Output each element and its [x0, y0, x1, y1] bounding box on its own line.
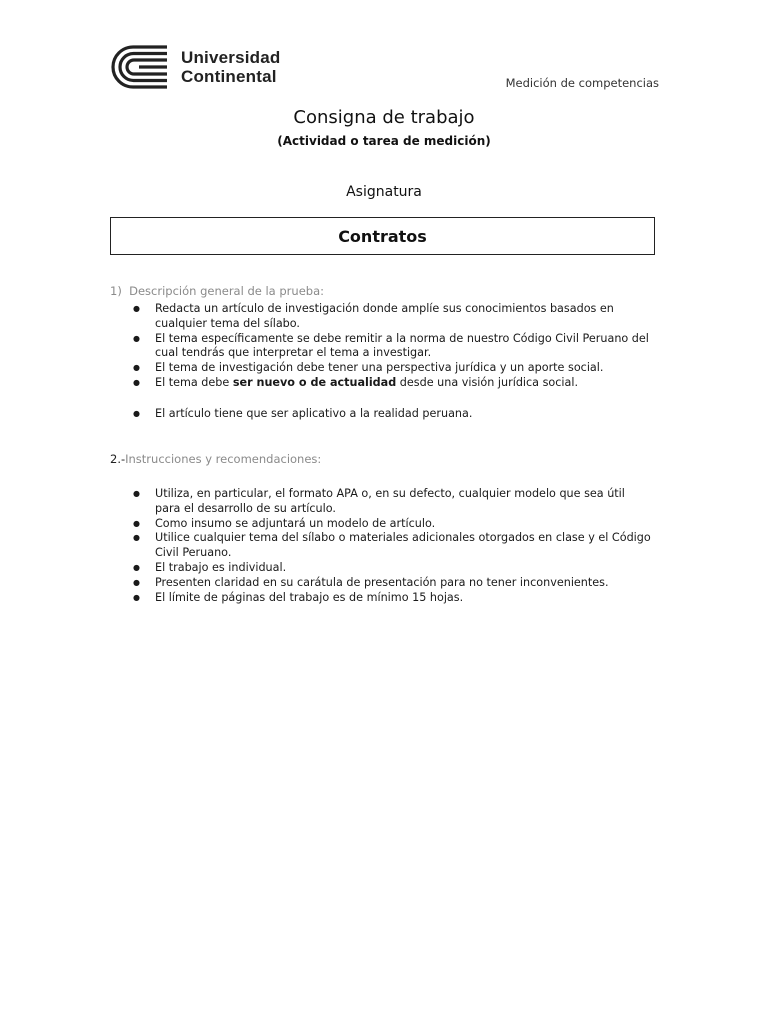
course-name: Contratos: [338, 226, 427, 246]
list-item: ● El artículo tiene que ser aplicativo a la realidad peruana.: [133, 407, 653, 422]
university-logo: [109, 43, 281, 91]
list-item: ● El tema de investigación debe tener una perspectiva jurídica y un aporte social.: [133, 361, 653, 376]
document-title: Consigna de trabajo: [293, 107, 475, 128]
header-caption: Medición de competencias: [505, 76, 659, 90]
list-item: ● Utiliza, en particular, el formato APA o, en su defecto, cualquier modelo que sea útil para el desarrollo de su artículo.: [133, 487, 653, 517]
section1-list: [133, 302, 653, 422]
list-item-emphasis: ser nuevo o de actualidad: [232, 375, 397, 389]
list-item: ● El trabajo es individual.: [133, 561, 653, 576]
list-item: ● Redacta un artículo de investigación donde amplíe sus conocimientos basados en cualquier tema del sílabo.: [133, 302, 653, 332]
list-item: ● Presenten claridad en su carátula de presentación para no tener inconvenientes.: [133, 576, 653, 591]
list-item: ● El límite de páginas del trabajo es de mínimo 15 hojas.: [133, 591, 653, 606]
document-subtitle: (Actividad o tarea de medición): [277, 134, 491, 148]
university-logo-icon: [109, 43, 171, 91]
university-name-line2: Continental: [181, 67, 277, 86]
list-item: ● Como insumo se adjuntará un modelo de artículo.: [133, 517, 653, 532]
university-name-line1: Universidad: [181, 48, 281, 67]
list-item: ● Utilice cualquier tema del sílabo o materiales adicionales otorgados en clase y el Código Civil Peruano.: [133, 531, 653, 561]
course-label: Asignatura: [346, 184, 422, 200]
list-item-text: El tema debe: [155, 375, 233, 389]
list-item: ● El tema específicamente se debe remitir a la norma de nuestro Código Civil Peruano del cual tendrás que interpretar el tema a investigar.: [133, 332, 653, 362]
list-item: [133, 376, 653, 391]
university-name: [181, 48, 281, 86]
section2-number: 2.-: [110, 452, 126, 466]
list-item-text: desde una visión jurídica social.: [396, 375, 579, 389]
section1-heading-text: Descripción general de la prueba:: [129, 284, 324, 298]
section2-heading-text: Instrucciones y recomendaciones:: [125, 452, 322, 466]
section1-number: 1): [110, 284, 122, 298]
section2-heading: [110, 452, 321, 466]
section1-heading: [110, 284, 324, 298]
section2-list: [133, 487, 653, 605]
course-name-box: [110, 217, 655, 255]
